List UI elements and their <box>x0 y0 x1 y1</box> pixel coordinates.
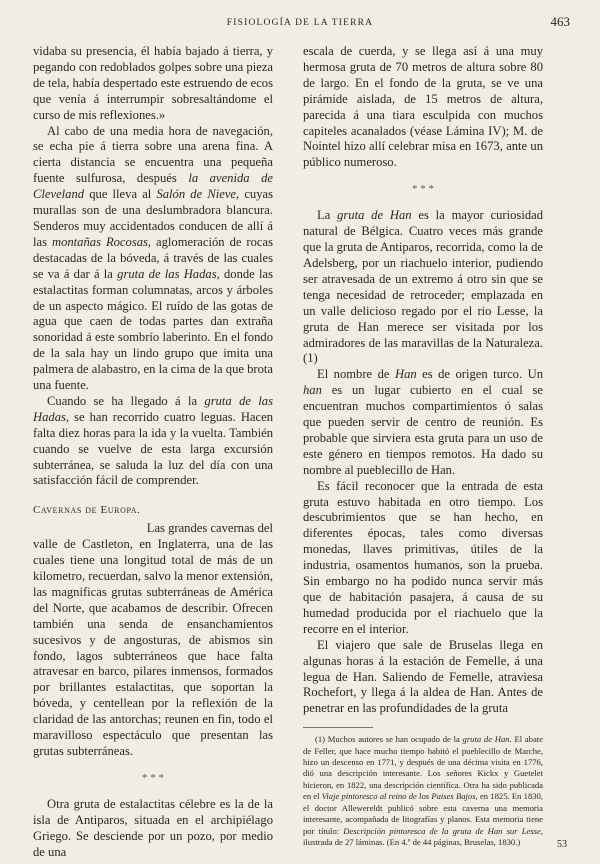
paragraph: Otra gruta de estalactitas célebre es la de la isla de Antiparos, situada en el archipiélago Griego. Se desciende por un pozo, por medio de una <box>33 796 273 859</box>
footnote-divider <box>303 727 373 728</box>
left-column <box>33 44 273 861</box>
page-number: 463 <box>550 14 570 29</box>
paragraph: vidaba su presencia, él había bajado á tierra, y pegando con redoblados golpes sobre una pieza de tela, había despertado este estruendo de ecos que venía á interrumpir sobresaltándome el curso de mis reflexiones.» <box>33 44 273 122</box>
paragraph: La gruta de Han es la mayor curiosidad natural de Bélgica. Cuatro veces más grande que la gruta de Antiparos, recorrida, como la de Adelsberg, por un riachuelo interior, pudiendo ser atravesada de un extremo á otro sin que se tenga necesidad de retroceder; emplazada en un valle delicioso regado por el rio Lesse, la gruta de Han merece ser visitada por los admiradores de las maravillas de la Naturaleza. (1) <box>303 208 544 366</box>
paragraph: Al cabo de una media hora de navegación, se echa pie á tierra sobre una arena fina. A cierta distancia se encuentra una pequeña fuente sulfurosa, después la avenida de Cleveland que lleva al Salón de Nieve, cuyas murallas son de una deslumbradora blancura. Senderos muy accidentados conducen de allí á las montañas Rocosas, aglomeración de rocas destacadas de la bóveda, á través de las cuales se va á dar á la gruta de las Hadas, donde las estalactitas forman columnatas, arcos y árboles de un aspecto mágico. El ruído de las gotas de agua que caen de todas partes dan extraña sonoridad á este sombrío laberinto. En el fondo de la sala hay un lindo grupo que imita una palmera de alabastro, en la cima de la que brota una fuente. <box>33 123 274 393</box>
running-head: FISIOLOGÍA DE LA TIERRA <box>226 18 374 28</box>
paragraph: Es fácil reconocer que la entrada de esta gruta estuvo habitada en otro tiempo. Los descubrimientos que se han hecho, en diferentes épocas, tales como diversas monedas, llaves primitivas, útiles de la industria, osamentos humanos, son la prueba. Sin embargo no ha podido nunca servir más que de habitación pasajera, á causa de su humedad producida por el riachuelo que la recorre en el interior. <box>303 478 543 636</box>
paragraph: El viajero que sale de Bruselas llega en algunas horas á la estación de Femelle, á una legua de Han. Saliendo de Femelle, atraviesa Rochefort, y llega á la aldea de Han. Antes de penetrar en las profundidades de la gruta <box>303 637 543 716</box>
paragraph: escala de cuerda, y se llega así á una muy hermosa gruta de 70 metros de altura sobre 80 de largo. En el fondo de la gruta, se ve una pirámide aislada, de 15 metros de altura, parecida á una tiara esculpida con muchos capiteles acanalados (véase Lámina IV); M. de Nointel hizo allí celebrar misa en 1673, ante un público numeroso. <box>303 44 543 170</box>
paragraph: Cuando se ha llegado á la gruta de las Hadas, se han recorrido cuatro leguas. Hacen falta diez horas para la ida y la vuelta. También cuando se vuelve de esta larga excursión subterránea, se saluda la luz del día con una satisfacción fácil de comprender. <box>33 393 273 488</box>
section-heading: Cavernas de Europa. <box>33 504 141 517</box>
right-column <box>303 44 543 848</box>
paragraph: El nombre de Han es de origen turco. Un han es un lugar cubierto en el cual se encuentran muchos compartimientos ó salas que pueden servir de centro de reunión. Es probable que sirviera esta gruta para un uso de este género en tiempos remotos. Ha dado su nombre al pueblecillo de Han. <box>303 367 543 477</box>
signature-number: 53 <box>557 839 567 850</box>
section-separator-stars: * * * <box>412 183 434 196</box>
section-separator-stars: * * * <box>142 771 164 784</box>
paragraph: Las grandes cavernas del valle de Castleton, en Inglaterra, una de las cuales tiene una longitud total de más de un kilometro, recuerdan, salvo la menor extensión, las magnificas grutas subterráneas de América del Norte, que acabamos de describir. Ofrecen también una senda de ensanchamientos sucesivos y de angosturas, de abismos sin fondo, lagos subterráneos que hace falta atravesar en barco, pilares inmensos, formados por brillantes estalactitas, que soportan la bóveda, y centellean por la reflexión de la claridad de las antorchas; reunen en fin, todo el maravilloso espectáculo que presentan las grutas subterráneas. <box>33 521 273 758</box>
footnote: (1) Muchos autores se han ocupado de la gruta de Han. El abate de Feller, que hace mucho tiempo habitó el pueblecillo de Marche, hizo un descenso en 1771, y después de una décima visita en 1776, dió una descripción interesante. Los señores Kickx y Guetelet hicieron, en 1822, una descripción científica. Otra ha sido publicada en el Viaje pintoresco al reino de los Paises Bajos, en 1825. En 1830, el doctor Allewereldt publicó sobre esta caverna una memoria interesante, acompañada de litografías y planos. Esta memoria tiene por título: Descripción pintoresca de la gruta de Han sur Lesse, ilustrada de 27 láminas. (En 4.º de 44 páginas, Bruselas, 1830.) <box>303 734 544 847</box>
page-header <box>30 14 570 34</box>
